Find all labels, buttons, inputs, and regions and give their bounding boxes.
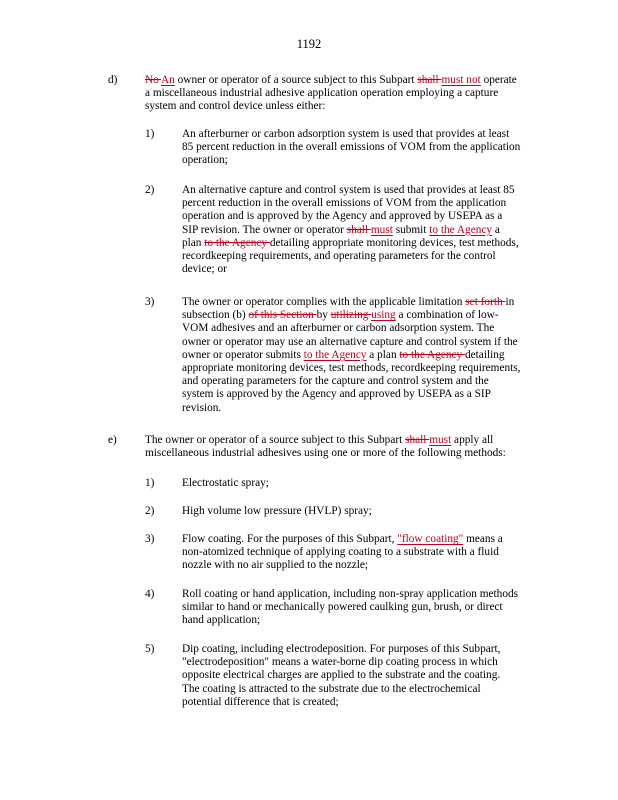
- inserted-text: must: [370, 223, 393, 236]
- item-label: 5): [145, 643, 155, 655]
- text-line: [182, 309, 521, 322]
- item-text: [182, 643, 500, 709]
- text-line: [182, 683, 500, 696]
- text-run: The owner or operator of a source subject to this Subpart: [145, 434, 406, 446]
- item-label: 2): [145, 505, 155, 517]
- text-line: [145, 87, 517, 100]
- text-run: SIP revision. The owner or operator: [182, 223, 347, 236]
- text-line: [182, 643, 500, 656]
- text-run: detailing appropriate monitoring devices, test methods,: [269, 236, 519, 249]
- text-line: [182, 322, 521, 335]
- text-run: The owner or operator complies with the applicable limitation: [182, 296, 466, 308]
- text-run: by: [316, 309, 331, 322]
- text-run: 85 percent reduction in the overall emissions of VOM from the application: [182, 141, 521, 154]
- text-run: similar to hand or mechanically powered caulking gun, brush, or direct: [182, 601, 503, 614]
- paragraph-label: d): [108, 74, 118, 86]
- text-line: [182, 588, 518, 601]
- text-run: non-atomized technique of applying coating to a substrate with a fluid: [182, 546, 499, 559]
- deleted-text: shall: [405, 434, 430, 446]
- text-line: [182, 210, 519, 223]
- text-line: [182, 141, 520, 154]
- item-label: 3): [145, 296, 155, 308]
- text-run: and operating parameters for the capture and control system and the: [182, 375, 489, 388]
- item-label: 3): [145, 533, 155, 545]
- item-text: [182, 588, 518, 628]
- text-run: system is approved by the Agency and approved by USEPA as a SIP: [182, 388, 491, 401]
- text-run: opposite electrical charges are applied to the substrate and the coating.: [182, 669, 501, 682]
- item-text: [182, 505, 372, 518]
- inserted-text: "flow coating": [397, 533, 464, 545]
- item-text: [182, 128, 520, 168]
- text-run: An alternative capture and control system is used that provides at least 85: [182, 184, 515, 196]
- text-line: [182, 184, 519, 197]
- text-run: "electrodeposition" means a water-borne dip coating process in which: [182, 656, 498, 669]
- text-run: operate: [480, 74, 517, 86]
- inserted-text: An: [161, 74, 175, 86]
- inserted-text: must: [429, 434, 452, 446]
- inserted-text: to the Agency: [429, 223, 493, 236]
- text-line: [182, 128, 520, 141]
- text-run: detailing: [465, 348, 505, 361]
- text-run: potential difference that is created;: [182, 695, 339, 708]
- text-run: means a: [463, 533, 503, 545]
- text-line: [182, 388, 521, 401]
- deleted-text: to the Agency: [399, 348, 465, 361]
- text-run: system and control device unless either:: [145, 100, 326, 113]
- text-run: Electrostatic spray;: [182, 477, 269, 489]
- text-run: owner or operator submits: [182, 348, 304, 361]
- text-run: plan: [182, 236, 205, 249]
- text-line: [182, 533, 503, 546]
- text-run: revision.: [182, 401, 222, 414]
- text-run: hand application;: [182, 614, 261, 627]
- text-line: [182, 263, 519, 276]
- item-label: 1): [145, 477, 155, 489]
- text-run: recordkeeping requirements, and operating parameters for the control: [182, 249, 496, 262]
- text-run: owner or operator of a source subject to this Subpart: [174, 74, 418, 86]
- item-text: [182, 533, 503, 573]
- deleted-text: of this Section: [248, 309, 317, 322]
- deleted-text: to the Agency: [204, 236, 270, 249]
- text-line: [182, 669, 500, 682]
- inserted-text: must not: [441, 74, 481, 86]
- text-line: [145, 100, 517, 113]
- deleted-text: set forth: [465, 296, 506, 308]
- text-run: Flow coating. For the purposes of this Subpart,: [182, 533, 398, 545]
- deleted-text: No: [145, 74, 162, 86]
- text-run: a miscellaneous industrial adhesive application operation employing a capture: [145, 87, 499, 100]
- text-run: High volume low pressure (HVLP) spray;: [182, 505, 372, 517]
- text-line: [182, 656, 500, 669]
- inserted-text: to the Agency: [303, 348, 367, 361]
- text-run: operation;: [182, 154, 228, 167]
- text-run: a plan: [366, 348, 400, 361]
- text-line: [182, 197, 519, 210]
- text-line: [182, 505, 372, 518]
- text-run: percent reduction in the overall emissions of VOM from the application: [182, 197, 507, 210]
- text-line: [182, 477, 269, 490]
- text-line: [182, 546, 503, 559]
- text-run: a combination of low-: [395, 309, 499, 322]
- text-line: [182, 250, 519, 263]
- text-run: The coating is attracted to the substrate due to the electrochemical: [182, 682, 481, 695]
- text-line: [182, 402, 521, 415]
- text-line: [182, 696, 500, 709]
- text-line: [182, 296, 521, 309]
- text-run: miscellaneous industrial adhesives using one or more of the following methods:: [145, 447, 506, 460]
- text-run: An afterburner or carbon adsorption system is used that provides at least: [182, 128, 510, 140]
- deleted-text: shall: [346, 223, 371, 236]
- text-run: submit: [392, 223, 430, 236]
- deleted-text: utilizing: [330, 309, 372, 322]
- item-text: [182, 477, 269, 490]
- paragraph-text: [145, 434, 506, 460]
- item-label: 4): [145, 588, 155, 600]
- deleted-text: shall: [417, 74, 442, 86]
- text-line: [182, 362, 521, 375]
- paragraph-label: e): [108, 434, 117, 446]
- text-line: [182, 559, 503, 572]
- text-run: appropriate monitoring devices, test methods, recordkeeping requirements,: [182, 361, 521, 374]
- text-run: subsection (b): [182, 309, 249, 322]
- item-text: [182, 296, 521, 415]
- text-line: [182, 349, 521, 362]
- text-line: [182, 614, 518, 627]
- inserted-text: using: [371, 309, 396, 322]
- text-line: [182, 237, 519, 250]
- text-run: Dip coating, including electrodeposition. For purposes of this Subpart,: [182, 643, 501, 655]
- page-number: 1192: [296, 37, 322, 51]
- text-line: [182, 601, 518, 614]
- text-line: [145, 447, 506, 460]
- text-line: [145, 434, 506, 447]
- text-line: [182, 224, 519, 237]
- text-run: operation and is approved by the Agency and approved by USEPA as a: [182, 210, 503, 223]
- text-run: owner or operator may use an alternative capture and control system if the: [182, 335, 518, 348]
- text-line: [182, 154, 520, 167]
- text-run: a: [492, 223, 500, 236]
- text-run: in: [505, 296, 515, 308]
- item-label: 1): [145, 128, 155, 140]
- paragraph-text: [145, 74, 517, 114]
- item-label: 2): [145, 184, 155, 196]
- text-run: device; or: [182, 263, 227, 276]
- item-text: [182, 184, 519, 276]
- text-line: [182, 336, 521, 349]
- text-run: nozzle with no air supplied to the nozzle;: [182, 559, 369, 572]
- text-run: Roll coating or hand application, including non-spray application methods: [182, 588, 519, 600]
- text-line: [145, 74, 517, 87]
- text-run: apply all: [451, 434, 494, 446]
- text-run: VOM adhesives and an afterburner or carbon adsorption system. The: [182, 322, 495, 335]
- text-line: [182, 375, 521, 388]
